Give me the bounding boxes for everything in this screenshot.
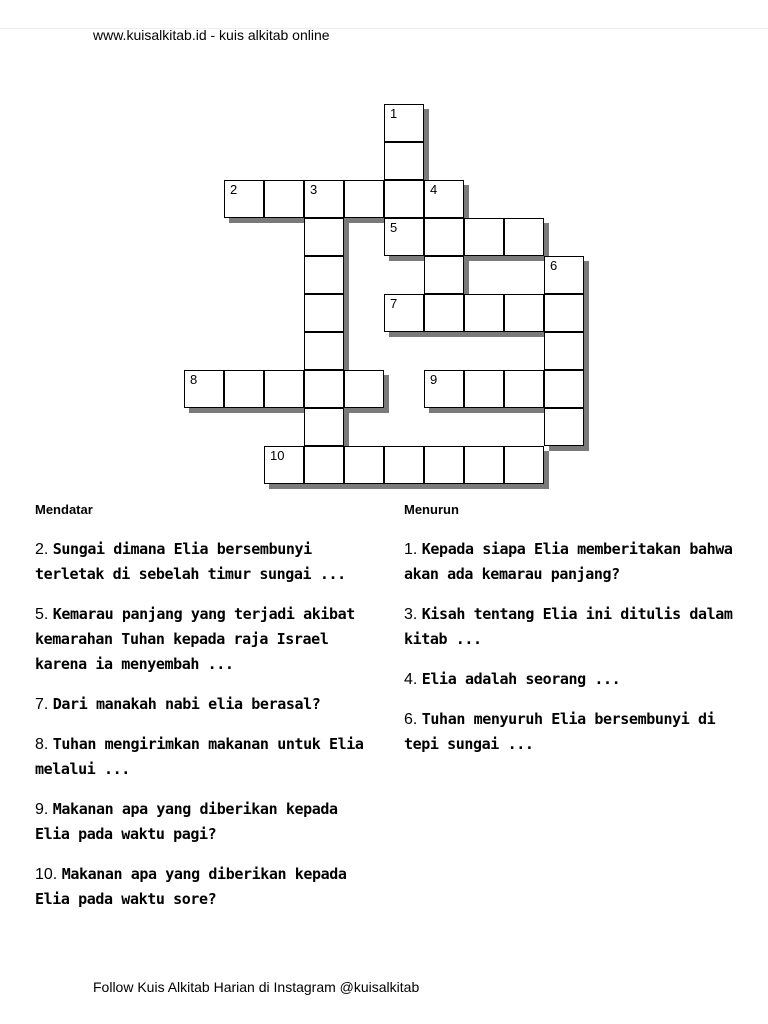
crossword-cell[interactable] — [224, 370, 264, 408]
crossword-cell[interactable] — [304, 294, 344, 332]
crossword-cell[interactable] — [384, 218, 424, 256]
across-heading: Mendatar — [35, 502, 93, 517]
cell-number: 9 — [430, 372, 438, 387]
crossword-cell[interactable] — [304, 446, 344, 484]
crossword-cell[interactable] — [304, 332, 344, 370]
crossword-cell[interactable] — [264, 446, 304, 484]
crossword-cell[interactable] — [424, 256, 464, 294]
crossword-grid — [0, 0, 768, 500]
across-clues — [35, 537, 375, 927]
crossword-cell[interactable] — [384, 180, 424, 218]
clue-down-1: 1. Kepada siapa Elia memberitakan bahwa akan ada kemarau panjang? — [404, 540, 733, 583]
crossword-cell[interactable] — [544, 370, 584, 408]
crossword-cell[interactable] — [464, 294, 504, 332]
crossword-cell[interactable] — [344, 370, 384, 408]
down-clues — [404, 537, 744, 772]
clue-across-10: 10. Makanan apa yang diberikan kepada Elia pada waktu sore? — [35, 865, 347, 908]
cell-number: 6 — [550, 258, 558, 273]
cell-number: 10 — [270, 448, 285, 463]
site-header: www.kuisalkitab.id - kuis alkitab online — [93, 27, 330, 43]
clue-down-3: 3. Kisah tentang Elia ini ditulis dalam kitab ... — [404, 605, 733, 648]
crossword-cell[interactable] — [384, 142, 424, 180]
cell-number: 4 — [430, 182, 438, 197]
crossword-cell[interactable] — [544, 332, 584, 370]
crossword-cell[interactable] — [424, 218, 464, 256]
crossword-cell[interactable] — [544, 408, 584, 446]
crossword-cell[interactable] — [504, 294, 544, 332]
crossword-cell[interactable] — [424, 294, 464, 332]
crossword-cell[interactable] — [264, 180, 304, 218]
crossword-cell[interactable] — [504, 370, 544, 408]
cell-number: 1 — [390, 106, 398, 121]
crossword-cell[interactable] — [384, 446, 424, 484]
crossword-cell[interactable] — [384, 104, 424, 142]
crossword-cell[interactable] — [304, 218, 344, 256]
cell-number: 5 — [390, 220, 398, 235]
cell-number: 7 — [390, 296, 398, 311]
cell-number: 3 — [310, 182, 318, 197]
crossword-cell[interactable] — [464, 370, 504, 408]
crossword-cell[interactable] — [544, 256, 584, 294]
crossword-cell[interactable] — [424, 446, 464, 484]
cell-number: 2 — [230, 182, 238, 197]
crossword-cell[interactable] — [304, 408, 344, 446]
clue-down-6: 6. Tuhan menyuruh Elia bersembunyi di tepi sungai ... — [404, 710, 716, 753]
clue-across-8: 8. Tuhan mengirimkan makanan untuk Elia melalui ... — [35, 735, 364, 778]
crossword-cell[interactable] — [184, 370, 224, 408]
down-heading: Menurun — [404, 502, 459, 517]
footer-note: Follow Kuis Alkitab Harian di Instagram @kuisalkitab — [93, 979, 420, 995]
crossword-cell[interactable] — [384, 294, 424, 332]
crossword-cell[interactable] — [544, 294, 584, 332]
crossword-cell[interactable] — [504, 218, 544, 256]
crossword-cell[interactable] — [464, 446, 504, 484]
crossword-cell[interactable] — [424, 370, 464, 408]
crossword-cell[interactable] — [304, 256, 344, 294]
crossword-cell[interactable] — [464, 218, 504, 256]
crossword-cell[interactable] — [224, 180, 264, 218]
crossword-cell[interactable] — [304, 370, 344, 408]
clue-across-9: 9. Makanan apa yang diberikan kepada Elia pada waktu pagi? — [35, 800, 338, 843]
crossword-cell[interactable] — [264, 370, 304, 408]
crossword-cell[interactable] — [304, 180, 344, 218]
crossword-cell[interactable] — [424, 180, 464, 218]
cell-number: 8 — [190, 372, 198, 387]
clue-across-2: 2. Sungai dimana Elia bersembunyi terletak di sebelah timur sungai ... — [35, 540, 346, 583]
clue-across-7: 7. Dari manakah nabi elia berasal? — [35, 695, 321, 713]
crossword-cell[interactable] — [504, 446, 544, 484]
crossword-cell[interactable] — [344, 446, 384, 484]
crossword-cell[interactable] — [344, 180, 384, 218]
clue-across-5: 5. Kemarau panjang yang terjadi akibat kemarahan Tuhan kepada raja Israel karena ia menyembah ... — [35, 605, 355, 673]
clue-down-4: 4. Elia adalah seorang ... — [404, 670, 621, 688]
